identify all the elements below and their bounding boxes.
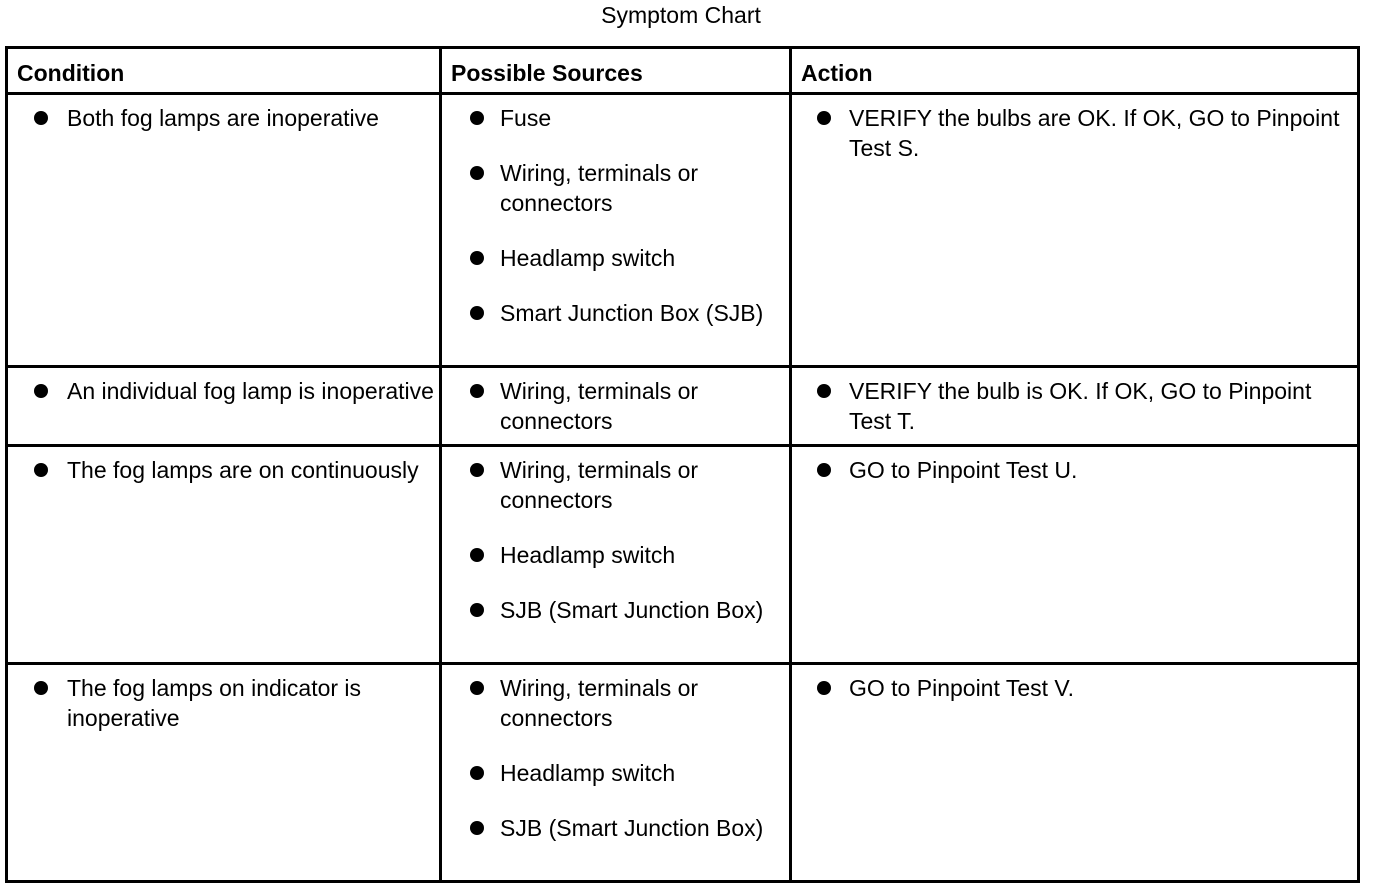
- list-item: [8, 103, 439, 133]
- bullet-icon: [470, 766, 484, 780]
- list-item: [442, 298, 789, 328]
- source-text: Wiring, terminals or connectors: [500, 378, 699, 434]
- bullet-icon: [34, 463, 48, 477]
- action-list: [792, 665, 1357, 703]
- bullet-icon: [34, 384, 48, 398]
- list-item: [8, 455, 439, 485]
- page-title: Symptom Chart: [601, 2, 761, 28]
- sources-list: [442, 447, 789, 625]
- source-text: Smart Junction Box (SJB): [500, 300, 764, 326]
- condition-list: [8, 368, 439, 406]
- list-item: [8, 376, 439, 406]
- sources-cell: [441, 446, 791, 664]
- source-text: SJB (Smart Junction Box): [500, 815, 764, 841]
- list-item: [442, 103, 789, 133]
- source-text: Wiring, terminals or connectors: [500, 160, 699, 216]
- condition-cell: [7, 367, 441, 446]
- action-text: GO to Pinpoint Test V.: [849, 675, 1075, 701]
- action-cell: [791, 367, 1359, 446]
- action-text: VERIFY the bulb is OK. If OK, GO to Pinpoint Test T.: [849, 378, 1312, 434]
- bullet-icon: [817, 111, 831, 125]
- action-list: [792, 447, 1357, 485]
- list-item: [442, 376, 789, 436]
- action-list: [792, 368, 1357, 436]
- sources-cell: [441, 367, 791, 446]
- bullet-icon: [470, 821, 484, 835]
- action-cell: [791, 664, 1359, 882]
- bullet-icon: [470, 384, 484, 398]
- list-item: [8, 673, 439, 733]
- list-item: [442, 673, 789, 733]
- list-item: [792, 103, 1357, 163]
- action-cell: [791, 94, 1359, 367]
- sources-list: [442, 368, 789, 436]
- source-text: SJB (Smart Junction Box): [500, 597, 764, 623]
- bullet-icon: [470, 548, 484, 562]
- bullet-icon: [470, 603, 484, 617]
- list-item: [792, 376, 1357, 436]
- list-item: [442, 158, 789, 218]
- bullet-icon: [817, 384, 831, 398]
- bullet-icon: [817, 463, 831, 477]
- header-action: Action: [791, 48, 1359, 94]
- bullet-icon: [470, 251, 484, 265]
- condition-text: The fog lamps are on continuously: [67, 457, 419, 483]
- bullet-icon: [817, 681, 831, 695]
- bullet-icon: [470, 681, 484, 695]
- condition-cell: [7, 664, 441, 882]
- bullet-icon: [34, 681, 48, 695]
- bullet-icon: [470, 111, 484, 125]
- list-item: [442, 540, 789, 570]
- sources-cell: [441, 94, 791, 367]
- sources-list: [442, 665, 789, 843]
- table-header-row: [7, 48, 1359, 94]
- condition-cell: [7, 446, 441, 664]
- bullet-icon: [470, 306, 484, 320]
- list-item: [442, 455, 789, 515]
- bullet-icon: [470, 166, 484, 180]
- sources-cell: [441, 664, 791, 882]
- table-row: [7, 94, 1359, 367]
- source-text: Wiring, terminals or connectors: [500, 675, 699, 731]
- source-text: Wiring, terminals or connectors: [500, 457, 699, 513]
- list-item: [442, 243, 789, 273]
- list-item: [442, 595, 789, 625]
- condition-text: An individual fog lamp is inoperative: [67, 378, 434, 404]
- action-text: GO to Pinpoint Test U.: [849, 457, 1078, 483]
- list-item: [792, 673, 1357, 703]
- source-text: Headlamp switch: [500, 760, 676, 786]
- source-text: Fuse: [500, 105, 552, 131]
- condition-text: Both fog lamps are inoperative: [67, 105, 379, 131]
- action-cell: [791, 446, 1359, 664]
- list-item: [442, 758, 789, 788]
- list-item: [442, 813, 789, 843]
- table-row: [7, 664, 1359, 882]
- source-text: Headlamp switch: [500, 245, 676, 271]
- table-row: [7, 367, 1359, 446]
- symptom-table: [5, 46, 1360, 883]
- condition-text: The fog lamps on indicator is inoperative: [67, 675, 362, 731]
- header-possible-sources: Possible Sources: [441, 48, 791, 94]
- sources-list: [442, 95, 789, 328]
- header-condition: Condition: [7, 48, 441, 94]
- table-row: [7, 446, 1359, 664]
- condition-cell: [7, 94, 441, 367]
- list-item: [792, 455, 1357, 485]
- source-text: Headlamp switch: [500, 542, 676, 568]
- bullet-icon: [470, 463, 484, 477]
- condition-list: [8, 95, 439, 133]
- condition-list: [8, 447, 439, 485]
- bullet-icon: [34, 111, 48, 125]
- condition-list: [8, 665, 439, 733]
- action-list: [792, 95, 1357, 163]
- action-text: VERIFY the bulbs are OK. If OK, GO to Pinpoint Test S.: [849, 105, 1340, 161]
